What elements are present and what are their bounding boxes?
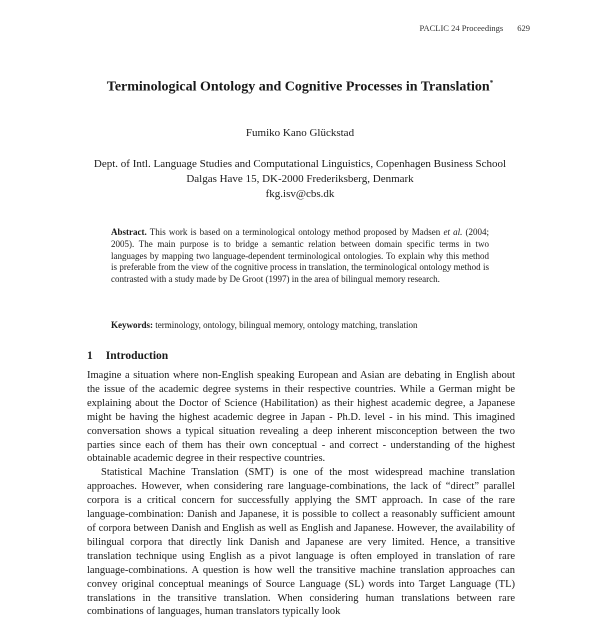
section-heading [87, 350, 168, 362]
paragraph: Statistical Machine Translation (SMT) is one of the most widespread machine translation approaches. However, when considering rare language-combinations, the lack of “direct” parallel corpora is a critical concern for successfully applying the SMT approach. In case of the rare language-combination: Danish and Japanese, it is possible to collect a reasonably sufficient amount of corpora between Danish and English as well as English and Japanese. However, the availability of bilingual corpora that directly link Danish and Japanese are very limited. Hence, a transitive translation technique using English as a pivot language is often employed in translation of rare language-combinations. A question is how well the transitive machine translation approaches can convey original conceptual meanings of Source Language (SL) words into Target Language (TL) translations in the transitive translation. When considering human translations between rare combinations of languages, human translators typically look [87, 467, 515, 618]
body-text [87, 369, 515, 619]
running-header [420, 23, 531, 33]
abstract-text-part1: This work is based on a terminological ontology method proposed by Madsen [149, 227, 444, 237]
paragraph: Imagine a situation where non-English speaking European and Asian are debating in English about the issue of the academic degree systems in their respective countries. While a German might be explaining about the Doctor of Science (Habilitation) as their highest academic degree, a Japanese might be having the highest academic degree in Japan - Ph.D. level - in his mind. This imagined conversation shows a typical situation revealing a deep inherent misconception between the two parties since each of them has their own conceptual - and correct - understanding of the highest obtainable academic degree in their respective countries. [87, 370, 515, 465]
affiliation-department: Dept. of Intl. Language Studies and Computational Linguistics, Copenhagen Business School [93, 158, 507, 170]
paper-title-text: Terminological Ontology and Cognitive Processes in Translation [106, 79, 490, 95]
paper-title [0, 79, 600, 96]
affiliation-email: fkg.isv@cbs.dk [265, 188, 335, 200]
venue-label: PACLIC 24 Proceedings [419, 23, 504, 33]
author-name: Fumiko Kano Glückstad [245, 127, 355, 139]
abstract-label: Abstract. [111, 227, 147, 237]
title-footnote-mark: * [489, 79, 494, 87]
keywords-label: Keywords: [111, 320, 153, 330]
abstract [111, 227, 489, 286]
section-number: 1 [87, 350, 93, 362]
abstract-text-part2: (2004; 2005). The main purpose is to bridge a semantic relation between domain specific terms in two languages by mapping two language-dependent terminological ontologies. To explain why this method is preferable from the view of the cognitive process in translation, the terminological ontology method is contrasted with a study made by De Groot (1997) in the area of bilingual memory research. [111, 227, 490, 285]
keywords-list: terminology, ontology, bilingual memory, ontology matching, translation [155, 320, 418, 330]
affiliation [0, 157, 600, 202]
affiliation-address: Dalgas Have 15, DK-2000 Frederiksberg, Denmark [186, 173, 414, 185]
section-title: Introduction [105, 350, 169, 362]
page-number: 629 [517, 23, 530, 33]
keywords [111, 320, 489, 330]
abstract-etal: et al. [443, 227, 463, 237]
